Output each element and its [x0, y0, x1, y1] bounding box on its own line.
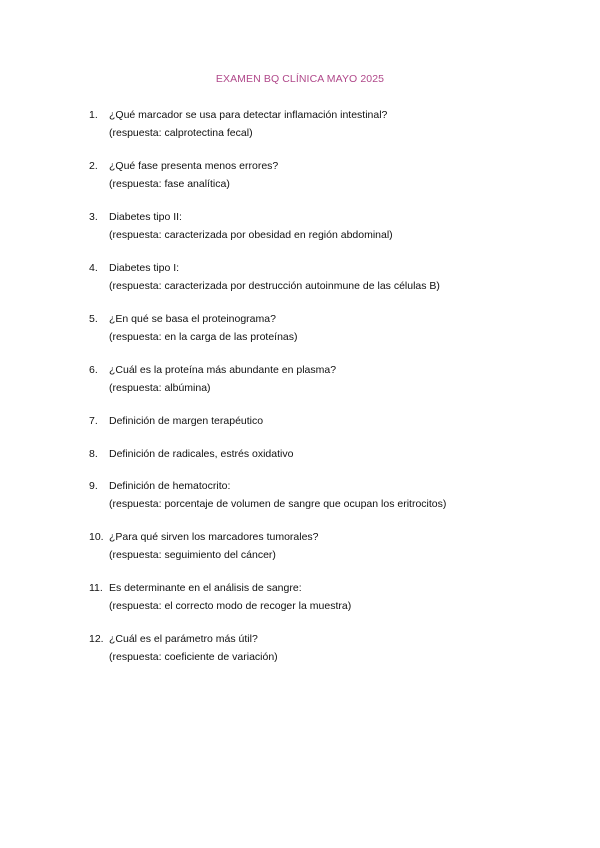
question-answer: (respuesta: albúmina) [109, 381, 211, 394]
question-text: Diabetes tipo II: [109, 211, 182, 223]
list-item [89, 631, 569, 666]
question-answer: (respuesta: porcentaje de volumen de sangre que ocupan los eritrocitos) [109, 497, 447, 510]
question-answer: (respuesta: caracterizada por destrucción autoinmune de las células B) [109, 279, 440, 292]
list-item [89, 107, 569, 142]
page-title: EXAMEN BQ CLÍNICA MAYO 2025 [215, 73, 385, 85]
question-text: ¿En qué se basa el proteinograma? [109, 313, 276, 325]
question-text: ¿Qué fase presenta menos errores? [109, 160, 279, 172]
question-answer: (respuesta: calprotectina fecal) [109, 126, 253, 139]
question-text: Definición de hematocrito: [109, 480, 231, 492]
question-text: Definición de margen terapéutico [109, 415, 264, 427]
list-item [89, 413, 569, 431]
list-item [89, 209, 569, 244]
question-answer: (respuesta: seguimiento del cáncer) [109, 548, 276, 561]
question-number: 10. [89, 531, 104, 543]
question-text: ¿Qué marcador se usa para detectar inflamación intestinal? [109, 109, 388, 121]
list-item [89, 529, 569, 564]
list-item [89, 158, 569, 193]
question-text: ¿Cuál es la proteína más abundante en plasma? [109, 364, 337, 376]
question-text: Es determinante en el análisis de sangre: [109, 582, 302, 594]
question-number: 5. [89, 313, 98, 325]
list-item [89, 446, 569, 464]
question-list [89, 107, 569, 666]
question-text: Definición de radicales, estrés oxidativo [109, 447, 294, 460]
list-item [89, 478, 569, 513]
question-number: 9. [89, 480, 98, 492]
question-number: 4. [89, 262, 98, 274]
question-number: 6. [89, 364, 98, 376]
question-number: 11. [89, 582, 103, 594]
list-item [89, 260, 569, 295]
question-answer: (respuesta: coeficiente de variación) [109, 650, 278, 663]
list-item [89, 362, 569, 397]
question-number: 8. [89, 447, 98, 460]
question-answer: (respuesta: caracterizada por obesidad en región abdominal) [109, 228, 393, 241]
question-text: ¿Para qué sirven los marcadores tumorales? [109, 531, 319, 543]
question-number: 7. [89, 415, 98, 427]
question-text: ¿Cuál es el parámetro más útil? [109, 633, 258, 645]
question-answer: (respuesta: fase analítica) [109, 177, 230, 190]
list-item [89, 311, 569, 346]
question-number: 12. [89, 633, 104, 645]
question-answer: (respuesta: en la carga de las proteínas) [109, 330, 298, 343]
question-text: Diabetes tipo I: [109, 262, 180, 274]
list-item [89, 580, 569, 615]
question-number: 1. [89, 109, 98, 121]
question-number: 3. [89, 211, 98, 223]
question-answer: (respuesta: el correcto modo de recoger la muestra) [109, 599, 352, 612]
question-number: 2. [89, 160, 98, 172]
